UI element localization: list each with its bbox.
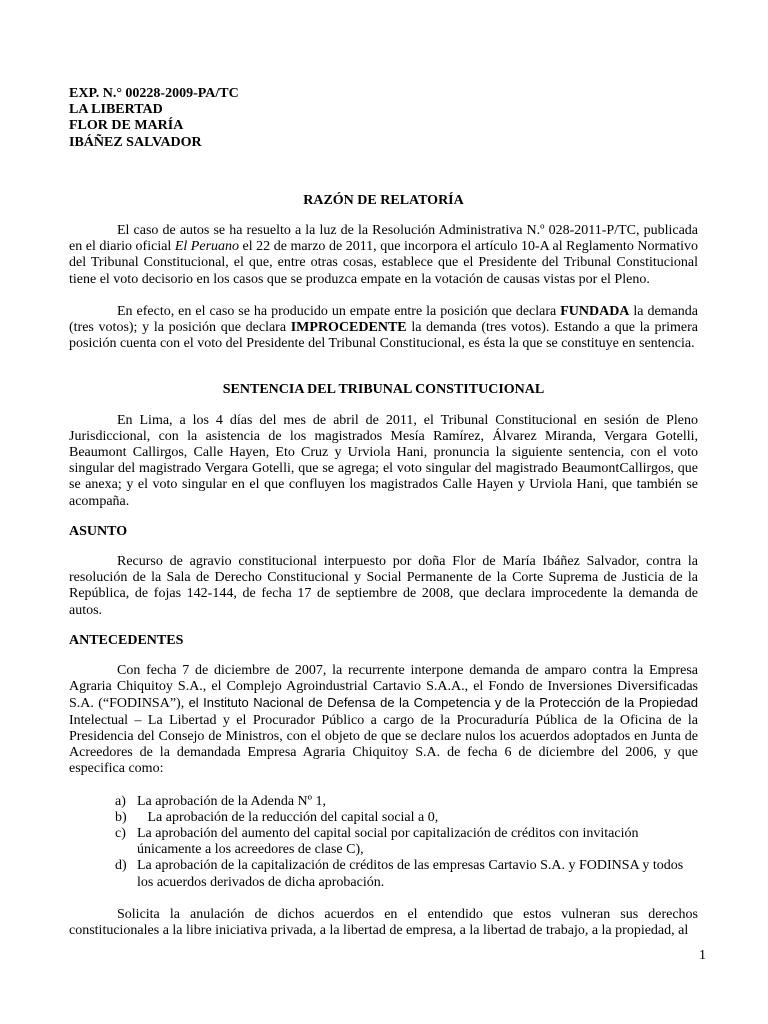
list-item-label: d) [115,858,127,874]
list-item-text: La aprobación de la Adenda Nº 1, [137,793,326,809]
list-item [69,858,698,890]
list-item-label: c) [115,825,126,841]
case-party-line-2: IBÁÑEZ SALVADOR [69,134,202,150]
razon-p1-text-b: el 22 de marzo de 2011, que incorpora el artículo 10-A al Reglamento Normativo del Tribunal Constitucional, el que, entre otras cosas, establece que el Presidente del Tribunal Constitucional tiene el voto decisorio en los casos que se produzca empate en la votación de causas vistas por el Pleno. [69,239,699,287]
razon-p2-text-b: la demanda (tres votos); y la posición que declara [69,303,698,336]
fundada-term: FUNDADA [560,303,630,319]
list-item-text: La aprobación del aumento del capital social por capitalización de créditos con invitación únicamente a los acreedores de clase C), [137,825,639,858]
antecedentes-p1-sans-text: el Instituto Nacional de Defensa de la Competencia y de la Protección de la Propiedad [188,695,698,711]
list-item-text: La aprobación de la capitalización de créditos de las empresas Cartavio S.A. y FODINSA y todos los acuerdos derivados de dicha aprobación. [137,858,684,890]
asunto-heading: ASUNTO [69,523,128,539]
sentencia-paragraph-1: En Lima, a los 4 días del mes de abril de 2011, el Tribunal Constitucional en sesión de Pleno Jurisdiccional, con la asistencia de los magistrados Mesía Ramírez, Álvarez Miranda, Vergara Gotelli, Beaumont Callirgos, Calle Hayen, Eto Cruz y Urviola Hani, pronuncia la siguiente sentencia, con el voto singular del magistrado Vergara Gotelli, que se agrega; el voto singular del magistrado BeaumontCallirgos, que se anexa; y el voto singular en el que confluyen los magistrados Calle Hayen y Urviola Hani, que también se acompaña. [69,412,698,509]
improcedente-term: IMPROCEDENTE [290,320,407,336]
antecedentes-p1-text-b: Intelectual – La Libertad y el Procurador Público a cargo de la Procuraduría Pública de la Oficina de la Presidencia del Consejo de Ministros, con el objeto de que se declare nulos los acuerdos adoptados en Junta de Acreedores de la demandada Empresa Agraria Chiquitoy S.A. de fecha 6 de diciembre del 2006, y que especifica como: [69,712,698,777]
sentencia-title: SENTENCIA DEL TRIBUNAL CONSTITUCIONAL [222,382,545,398]
list-item-text: La aprobación de la reducción del capital social a 0, [137,809,439,825]
page-number: 1 [699,948,706,963]
case-region: LA LIBERTAD [69,102,163,118]
antecedentes-paragraph-1 [69,663,698,777]
list-item-label: a) [115,793,126,809]
razon-p2-text-a: En efecto, en el caso se ha producido un empate entre la posición que declara [117,303,561,319]
razon-paragraph-1 [69,223,698,288]
newspaper-name: El Peruano [174,239,240,255]
asunto-paragraph-1: Recurso de agravio constitucional interpuesto por doña Flor de María Ibáñez Salvador, contra la resolución de la Sala de Derecho Constitucional y Social Permanente de la Corte Suprema de Justicia de la República, de fojas 142-144, de fecha 17 de septiembre de 2008, que declara improcedente la demanda de autos. [69,554,698,618]
case-header [69,86,698,151]
case-number: EXP. N.° 00228-2009-PA/TC [69,86,239,101]
razon-p2-text-c: la demanda (tres votos). Estando a que la primera posición cuenta con el voto del Presidente del Tribunal Constitucional, es ésta la que se constituye en sentencia. [69,320,698,352]
antecedentes-heading: ANTECEDENTES [69,632,184,648]
razon-p1-text-a: El caso de autos se ha resuelto a la luz de la Resolución Administrativa N.º 028-2011-P/TC, publicada en el diario oficial [69,223,698,255]
antecedentes-paragraph-2: Solicita la anulación de dichos acuerdos en el entendido que estos vulneran sus derechos constitucionales a la libre iniciativa privada, a la libertad de empresa, a la libertad de trabajo, a la propiedad, al [69,906,698,938]
case-party-line-1: FLOR DE MARÍA [69,118,184,134]
claims-list [69,794,698,891]
list-item [69,826,698,858]
list-item-label: b) [115,809,127,825]
antecedentes-p1-text-a: Con fecha 7 de diciembre de 2007, la recurrente interpone demanda de amparo contra la Empresa Agraria Chiquitoy S.A., el Complejo Agroindustrial Cartavio S.A.A., el Fondo de Inversiones Diversificadas S.A. (“FODINSA”), [69,663,698,712]
list-item [69,810,698,826]
razon-title: RAZÓN DE RELATORÍA [303,192,464,208]
list-item [69,794,698,810]
razon-paragraph-2 [69,304,698,353]
